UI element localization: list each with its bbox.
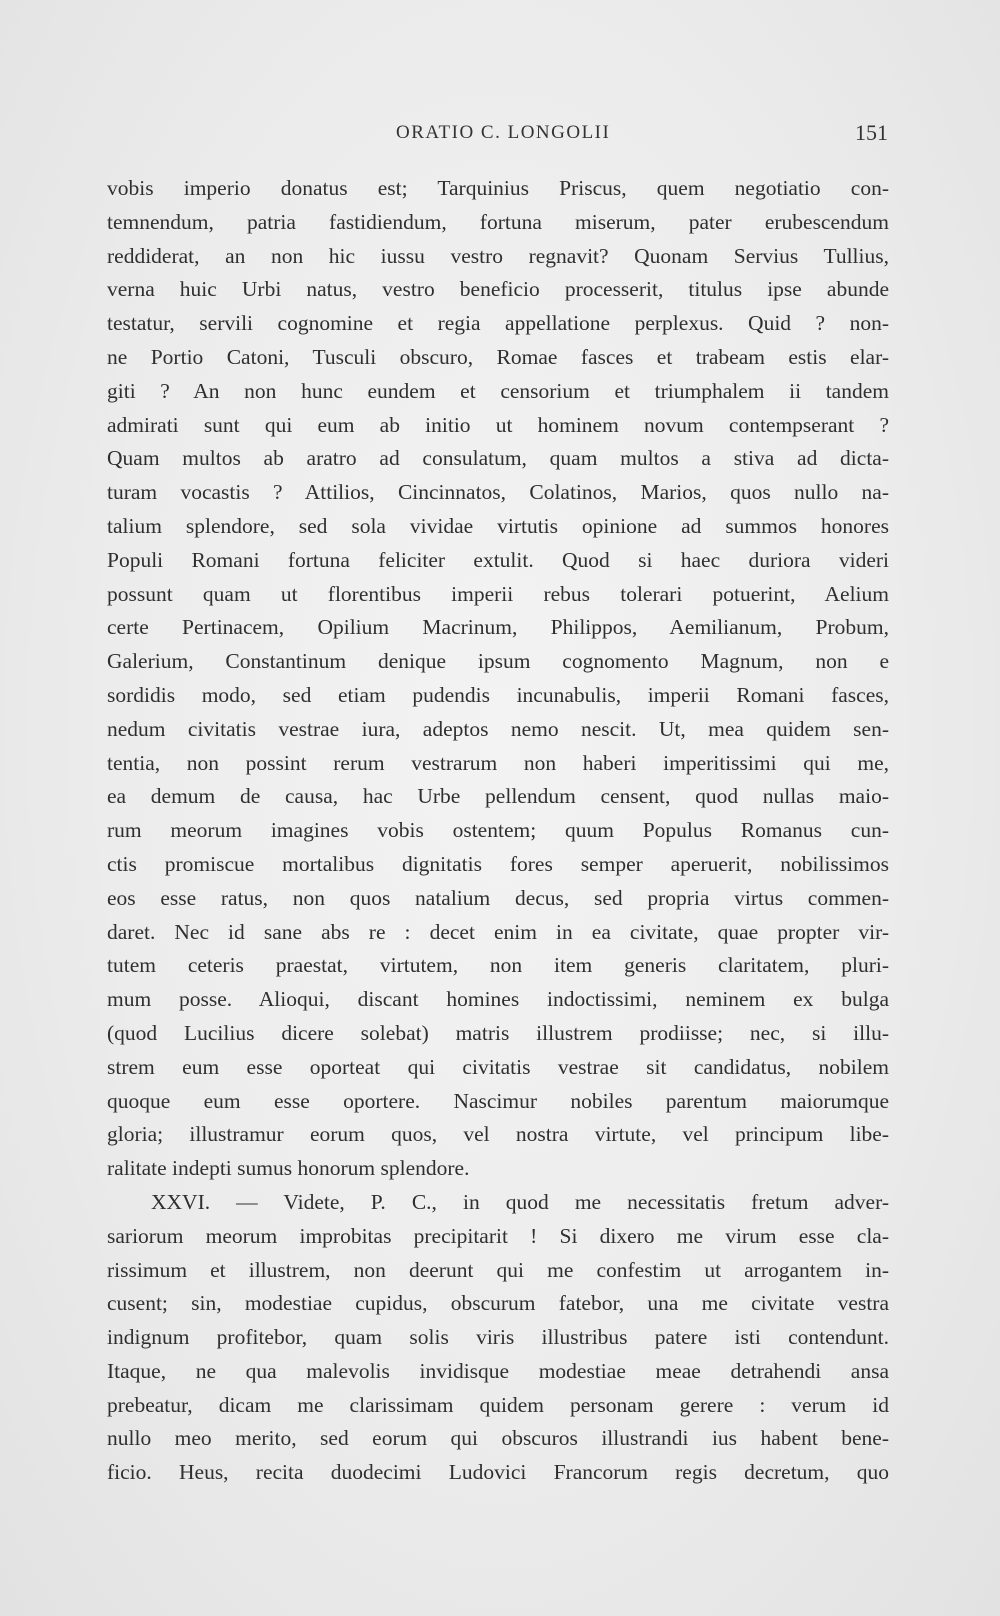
text-line: reddiderat, an non hic iussu vestro regnavit? Quonam Servius Tullius, (107, 243, 889, 268)
text-line: (quod Lucilius dicere solebat) matris illustrem prodiisse; nec, si illu- (107, 1020, 889, 1045)
text-line: certe Pertinacem, Opilium Macrinum, Philippos, Aemilianum, Probum, (107, 615, 889, 640)
text-line: eos esse ratus, non quos natalium decus, sed propria virtus commen- (107, 885, 889, 910)
text-line: ralitate indepti sumus honorum splendore. (107, 1156, 470, 1181)
page-number: 151 (855, 120, 888, 145)
text-line: possunt quam ut florentibus imperii rebus tolerari potuerint, Aelium (107, 581, 889, 606)
text-line: ne Portio Catoni, Tusculi obscuro, Romae fasces et trabeam estis elar- (107, 344, 889, 369)
text-line: sariorum meorum improbitas precipitarit ! Si dixero me virum esse cla- (107, 1223, 889, 1248)
text-line: talium splendore, sed sola vividae virtutis opinione ad summos honores (107, 513, 889, 538)
text-line: verna huic Urbi natus, vestro beneficio processerit, titulus ipse abunde (107, 277, 889, 302)
text-line: tentia, non possint rerum vestrarum non haberi imperitissimi qui me, (107, 750, 889, 775)
text-line: nullo meo merito, sed eorum qui obscuros illustrandi ius habent bene- (107, 1426, 889, 1451)
text-line: Itaque, ne qua malevolis invidisque modestiae meae detrahendi ansa (107, 1358, 889, 1383)
running-head (110, 120, 888, 150)
text-line: ea demum de causa, hac Urbe pellendum censent, quod nullas maio- (107, 784, 889, 809)
text-line: daret. Nec id sane abs re : decet enim in ea civitate, quae propter vir- (107, 919, 889, 944)
text-line: temnendum, patria fastidiendum, fortuna miserum, pater erubescendum (107, 209, 889, 234)
text-line: rissimum et illustrem, non deerunt qui me confestim ut arrogantem in- (107, 1257, 889, 1282)
text-line: Quam multos ab aratro ad consulatum, quam multos a stiva ad dicta- (107, 446, 889, 471)
text-line: gloria; illustramur eorum quos, vel nostra virtute, vel principum libe- (107, 1122, 889, 1147)
text-line: indignum profitebor, quam solis viris illustribus patere isti contendunt. (107, 1325, 889, 1350)
text-line: cusent; sin, modestiae cupidus, obscurum fatebor, una me civitate vestra (107, 1291, 889, 1316)
text-line: prebeatur, dicam me clarissimam quidem personam gerere : verum id (107, 1392, 889, 1417)
text-line: mum posse. Alioqui, discant homines indoctissimi, neminem ex bulga (107, 987, 889, 1012)
text-line: admirati sunt qui eum ab initio ut hominem novum contempserant ? (107, 412, 889, 437)
running-title: ORATIO C. LONGOLII (396, 122, 611, 143)
text-line: testatur, servili cognomine et regia appellatione perplexus. Quid ? non- (107, 311, 889, 336)
text-line: vobis imperio donatus est; Tarquinius Priscus, quem negotiatio con- (107, 176, 889, 200)
body-text (107, 172, 889, 1490)
text-line: giti ? An non hunc eundem et censorium et triumphalem ii tandem (107, 378, 889, 403)
text-line: rum meorum imagines vobis ostentem; quum Populus Romanus cun- (107, 818, 889, 843)
text-line: strem eum esse oporteat qui civitatis vestrae sit candidatus, nobilem (107, 1054, 889, 1079)
text-line: turam vocastis ? Attilios, Cincinnatos, Colatinos, Marios, quos nullo na- (107, 480, 889, 505)
text-line: quoque eum esse oportere. Nascimur nobiles parentum maiorumque (107, 1088, 889, 1113)
text-line: Galerium, Constantinum denique ipsum cognomento Magnum, non e (107, 649, 889, 674)
section-heading-line: XXVI. — Videte, P. C., in quod me necessitatis fretum adver- (151, 1189, 889, 1214)
text-line: tutem ceteris praestat, virtutem, non item generis claritatem, pluri- (107, 953, 889, 978)
text-line: ctis promiscue mortalibus dignitatis fores semper aperuerit, nobilissimos (107, 851, 889, 876)
text-line: ficio. Heus, recita duodecimi Ludovici Francorum regis decretum, quo (107, 1460, 889, 1485)
text-line: Populi Romani fortuna feliciter extulit. Quod si haec duriora videri (107, 547, 889, 572)
text-line: sordidis modo, sed etiam pudendis incunabulis, imperii Romani fasces, (107, 682, 889, 707)
text-line: nedum civitatis vestrae iura, adeptos nemo nescit. Ut, mea quidem sen- (107, 716, 889, 741)
